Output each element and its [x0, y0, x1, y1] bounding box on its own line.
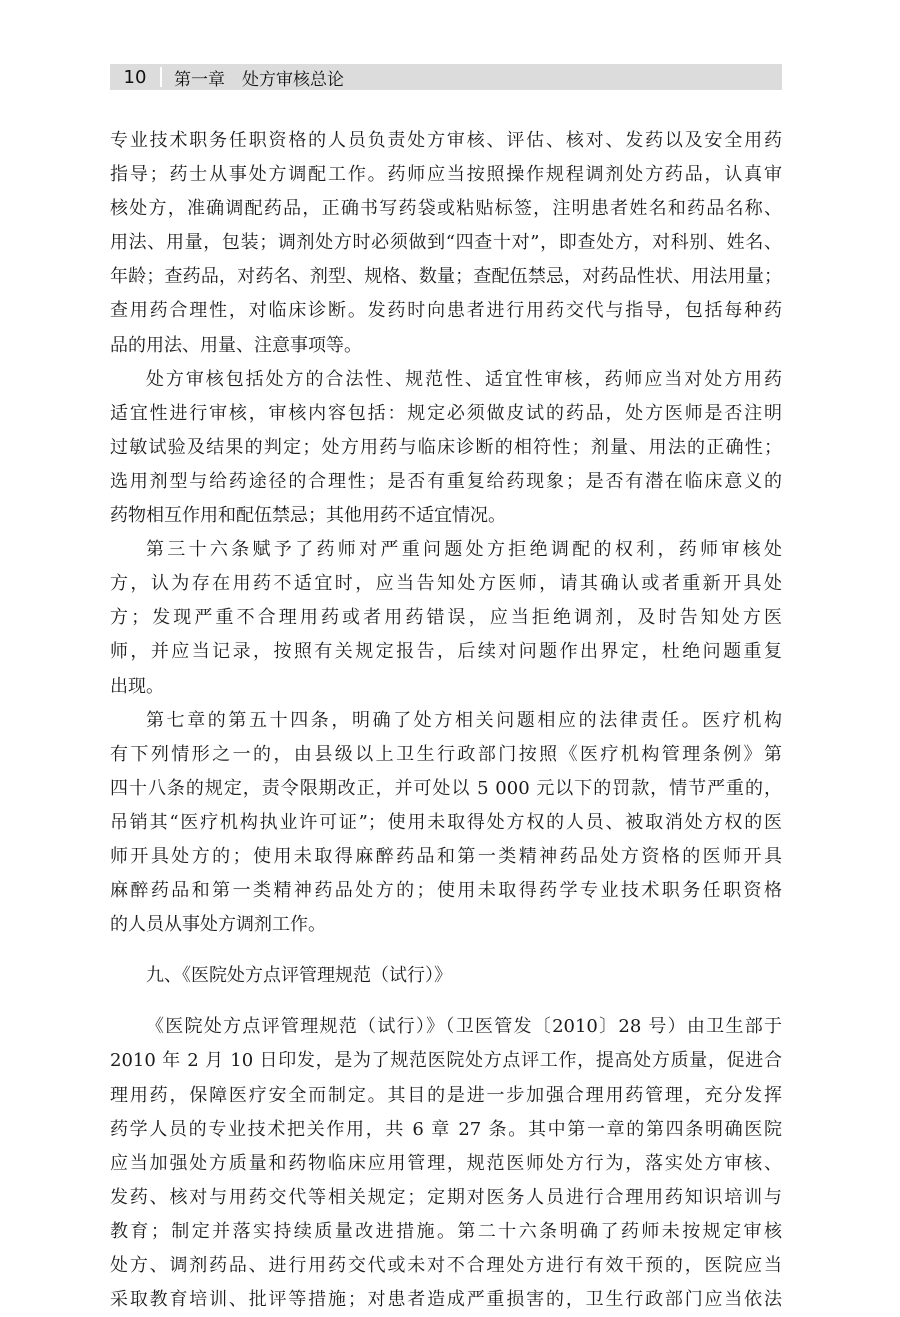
chapter-title: 第一章 处方审核总论	[174, 69, 344, 90]
text-line: 师开具处方的；使用未取得麻醉药品和第一类精神药品处方资格的医师开具	[110, 845, 782, 867]
text-line: 核处方，准确调配药品，正确书写药袋或粘贴标签，注明患者姓名和药品名称、	[110, 198, 782, 220]
text-line: 指导；药士从事处方调配工作。药师应当按照操作规程调剂处方药品，认真审	[110, 164, 782, 186]
paragraph-2	[110, 363, 782, 533]
text-line: 发药、核对与用药交代等相关规定；定期对医务人员进行合理用药知识培训与	[110, 1186, 782, 1208]
header-divider	[160, 67, 162, 87]
text-line: 选用剂型与给药途径的合理性；是否有重复给药现象；是否有潜在临床意义的	[110, 470, 782, 492]
text-line: 师，并应当记录，按照有关规定报告，后续对问题作出界定，杜绝问题重复	[110, 641, 782, 663]
text-line: 出现。	[110, 675, 164, 697]
paragraph-1	[110, 124, 782, 363]
text-line: 品的用法、用量、注意事项等。	[110, 334, 362, 356]
text-line: 处方审核包括处方的合法性、规范性、适宜性审核，药师应当对处方用药	[146, 368, 782, 390]
text-line: 麻醉药品和第一类精神药品处方的；使用未取得药学专业技术职务任职资格	[110, 880, 782, 902]
text-line: 专业技术职务任职资格的人员负责处方审核、评估、核对、发药以及安全用药	[110, 130, 782, 151]
page-body	[110, 124, 782, 1317]
text-line: 药物相互作用和配伍禁忌；其他用药不适宜情况。	[110, 505, 506, 527]
text-line: 处方、调剂药品、进行用药交代或未对不合理处方进行有效干预的，医院应当	[110, 1255, 782, 1276]
text-line: 过敏试验及结果的判定；处方用药与临床诊断的相符性；剂量、用法的正确性；	[110, 436, 782, 458]
text-line: 药学人员的专业技术把关作用，共 6 章 27 条。其中第一章的第四条明确医院	[110, 1118, 782, 1140]
text-line: 四十八条的规定，责令限期改正，并可处以 5 000 元以下的罚款，情节严重的，	[110, 777, 782, 799]
text-line: 应当加强处方质量和药物临床应用管理，规范医师处方行为，落实处方审核、	[110, 1152, 782, 1174]
text-line: 查用药合理性，对临床诊断。发药时向患者进行用药交代与指导，包括每种药	[110, 300, 782, 322]
text-line: 第三十六条赋予了药师对严重问题处方拒绝调配的权利，药师审核处	[146, 539, 782, 561]
paragraph-4	[110, 704, 782, 943]
text-line: 方，认为存在用药不适宜时，应当告知处方医师，请其确认或者重新开具处	[110, 573, 782, 595]
text-line: 第七章的第五十四条，明确了处方相关问题相应的法律责任。医疗机构	[146, 709, 782, 731]
text-line: 《医院处方点评管理规范（试行）》（卫医管发〔2010〕28 号）由卫生部于	[146, 1016, 782, 1038]
page-number: 10	[123, 66, 147, 88]
section-heading: 九、《医院处方点评管理规范（试行）》	[146, 965, 452, 987]
text-line: 年龄；查药品，对药名、剂型、规格、数量；查配伍禁忌，对药品性状、用法用量；	[110, 266, 782, 288]
text-line: 2010 年 2 月 10 日印发，是为了规范医院处方点评工作，提高处方质量，促进合	[110, 1050, 782, 1072]
running-head	[110, 64, 782, 90]
text-line: 用法、用量，包装；调剂处方时必须做到“四查十对”，即查处方，对科别、姓名、	[110, 232, 782, 254]
text-line: 理用药，保障医疗安全而制定。其目的是进一步加强合理用药管理，充分发挥	[110, 1084, 782, 1106]
text-line: 的人员从事处方调剂工作。	[110, 914, 326, 936]
text-line: 方；发现严重不合理用药或者用药错误，应当拒绝调剂，及时告知处方医	[110, 607, 782, 629]
text-line: 教育；制定并落实持续质量改进措施。第二十六条明确了药师未按规定审核	[110, 1220, 782, 1242]
text-line: 吊销其“医疗机构执业许可证”；使用未取得处方权的人员、被取消处方权的医	[110, 811, 782, 833]
section-paragraph	[110, 1010, 782, 1317]
text-line: 有下列情形之一的，由县级以上卫生行政部门按照《医疗机构管理条例》第	[110, 743, 782, 765]
paragraph-3	[110, 533, 782, 703]
text-line: 采取教育培训、批评等措施；对患者造成严重损害的，卫生行政部门应当依法	[110, 1289, 782, 1311]
text-line: 适宜性进行审核，审核内容包括：规定必须做皮试的药品，处方医师是否注明	[110, 402, 782, 424]
